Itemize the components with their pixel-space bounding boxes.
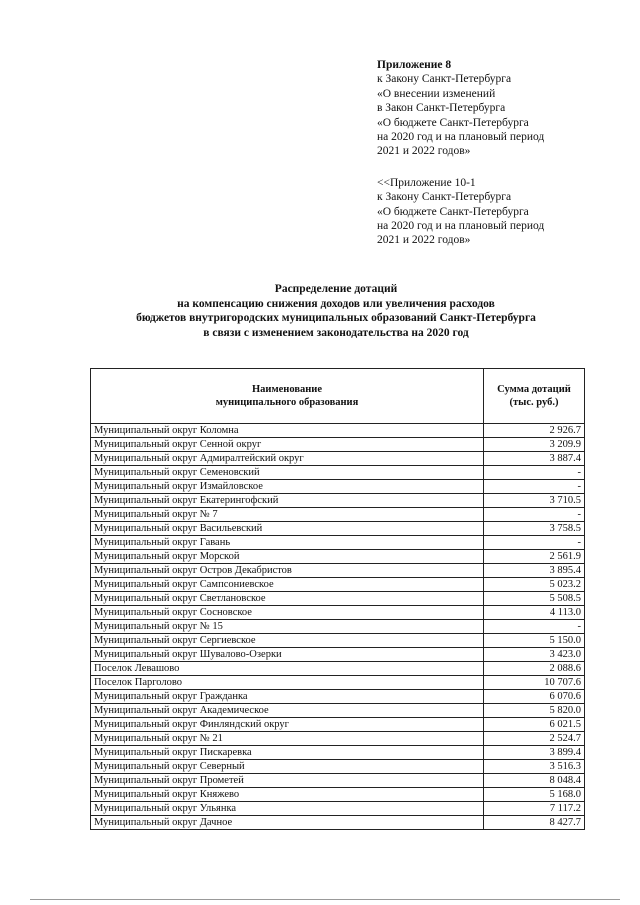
amount-cell: - bbox=[484, 536, 585, 550]
amount-cell: 2 088.6 bbox=[484, 662, 585, 676]
municipality-name-cell: Муниципальный округ Морской bbox=[91, 550, 484, 564]
heading-line: Распределение дотаций bbox=[274, 283, 398, 295]
amount-cell: 8 048.4 bbox=[484, 774, 585, 788]
municipality-name-cell: Муниципальный округ Ульянка bbox=[91, 802, 484, 816]
municipality-name-cell: Муниципальный округ Светлановское bbox=[91, 592, 484, 606]
table-row bbox=[91, 606, 585, 620]
municipality-name-cell: Муниципальный округ Академическое bbox=[91, 704, 484, 718]
table-row bbox=[91, 592, 585, 606]
quoted-appendix-line: 2021 и 2022 годов» bbox=[377, 234, 471, 247]
amount-cell: 3 758.5 bbox=[484, 522, 585, 536]
municipality-name-cell: Муниципальный округ Коломна bbox=[91, 424, 484, 438]
amount-cell: - bbox=[484, 508, 585, 522]
table-row bbox=[91, 816, 585, 830]
appendix-line: к Закону Санкт-Петербурга bbox=[377, 73, 512, 86]
scan-artifact-line bbox=[30, 899, 620, 900]
table-row bbox=[91, 788, 585, 802]
amount-cell: 5 820.0 bbox=[484, 704, 585, 718]
table-row bbox=[91, 620, 585, 634]
table-row bbox=[91, 480, 585, 494]
amount-cell: - bbox=[484, 466, 585, 480]
municipality-name-cell: Муниципальный округ Прометей bbox=[91, 774, 484, 788]
municipality-name-cell: Муниципальный округ Княжево bbox=[91, 788, 484, 802]
municipality-name-cell: Муниципальный округ Сергиевское bbox=[91, 634, 484, 648]
appendix-line: 2021 и 2022 годов» bbox=[377, 145, 471, 158]
appendix-line: «О внесении изменений bbox=[377, 87, 496, 100]
municipality-name-cell: Муниципальный округ Гражданка bbox=[91, 690, 484, 704]
amount-cell: 3 516.3 bbox=[484, 760, 585, 774]
municipality-name-cell: Муниципальный округ Измайловское bbox=[91, 480, 484, 494]
table-row bbox=[91, 508, 585, 522]
municipality-name-cell: Муниципальный округ Адмиралтейский округ bbox=[91, 452, 484, 466]
table-row bbox=[91, 704, 585, 718]
table-row bbox=[91, 802, 585, 816]
amount-cell: 8 427.7 bbox=[484, 816, 585, 830]
amount-cell: 4 113.0 bbox=[484, 606, 585, 620]
table-row bbox=[91, 522, 585, 536]
table-row bbox=[91, 732, 585, 746]
amount-cell: - bbox=[484, 620, 585, 634]
table-row bbox=[91, 466, 585, 480]
municipality-name-cell: Муниципальный округ № 15 bbox=[91, 620, 484, 634]
municipality-name-cell: Муниципальный округ Пискаревка bbox=[91, 746, 484, 760]
appendix-line: на 2020 год и на плановый период bbox=[377, 131, 545, 144]
amount-cell: 3 710.5 bbox=[484, 494, 585, 508]
municipality-name-cell: Муниципальный округ Сосновское bbox=[91, 606, 484, 620]
table-row bbox=[91, 746, 585, 760]
heading-line: бюджетов внутригородских муниципальных образований Санкт-Петербурга bbox=[136, 312, 536, 324]
amount-cell: 2 561.9 bbox=[484, 550, 585, 564]
municipality-name-cell: Муниципальный округ Шувалово-Озерки bbox=[91, 648, 484, 662]
appendix-header bbox=[377, 58, 627, 248]
table-row bbox=[91, 634, 585, 648]
table-row bbox=[91, 424, 585, 438]
municipality-name-cell: Муниципальный округ № 7 bbox=[91, 508, 484, 522]
municipality-name-cell: Муниципальный округ Сампсониевское bbox=[91, 578, 484, 592]
amount-cell: - bbox=[484, 480, 585, 494]
table-row bbox=[91, 578, 585, 592]
quoted-appendix-line: <<Приложение 10-1 bbox=[377, 176, 476, 189]
table-row bbox=[91, 438, 585, 452]
quoted-appendix-line: на 2020 год и на плановый период bbox=[377, 220, 545, 233]
municipality-name-cell: Муниципальный округ Остров Декабристов bbox=[91, 564, 484, 578]
municipality-name-cell: Муниципальный округ Семеновский bbox=[91, 466, 484, 480]
municipality-name-cell: Муниципальный округ Сенной округ bbox=[91, 438, 484, 452]
appendix-line: в Закон Санкт-Петербурга bbox=[377, 102, 506, 115]
municipality-name-cell: Муниципальный округ Северный bbox=[91, 760, 484, 774]
amount-cell: 3 423.0 bbox=[484, 648, 585, 662]
municipality-name-cell: Муниципальный округ Дачное bbox=[91, 816, 484, 830]
column-header-amount: Сумма дотаций (тыс. руб.) bbox=[484, 369, 585, 424]
quoted-appendix-line: к Закону Санкт-Петербурга bbox=[377, 191, 512, 204]
amount-cell: 3 209.9 bbox=[484, 438, 585, 452]
amount-cell: 6 021.5 bbox=[484, 718, 585, 732]
document-heading bbox=[90, 282, 582, 340]
amount-cell: 3 887.4 bbox=[484, 452, 585, 466]
table-row bbox=[91, 774, 585, 788]
amount-cell: 10 707.6 bbox=[484, 676, 585, 690]
amount-cell: 5 168.0 bbox=[484, 788, 585, 802]
municipality-name-cell: Поселок Левашово bbox=[91, 662, 484, 676]
appendix-title: Приложение 8 bbox=[377, 59, 452, 71]
amount-cell: 5 150.0 bbox=[484, 634, 585, 648]
table-row bbox=[91, 550, 585, 564]
table-body bbox=[91, 424, 585, 830]
table-row bbox=[91, 760, 585, 774]
table-row bbox=[91, 564, 585, 578]
amount-cell: 3 895.4 bbox=[484, 564, 585, 578]
table-row bbox=[91, 718, 585, 732]
amount-cell: 6 070.6 bbox=[484, 690, 585, 704]
column-header-name: Наименование муниципального образования bbox=[91, 369, 484, 424]
amount-cell: 5 023.2 bbox=[484, 578, 585, 592]
table-row bbox=[91, 690, 585, 704]
municipality-name-cell: Муниципальный округ Екатерингофский bbox=[91, 494, 484, 508]
amount-cell: 2 524.7 bbox=[484, 732, 585, 746]
table-header-row bbox=[91, 369, 585, 424]
table-row bbox=[91, 662, 585, 676]
municipality-name-cell: Поселок Парголово bbox=[91, 676, 484, 690]
amount-cell: 2 926.7 bbox=[484, 424, 585, 438]
amount-cell: 5 508.5 bbox=[484, 592, 585, 606]
municipality-name-cell: Муниципальный округ Васильевский bbox=[91, 522, 484, 536]
subsidy-table bbox=[90, 368, 585, 830]
table-row bbox=[91, 676, 585, 690]
amount-cell: 7 117.2 bbox=[484, 802, 585, 816]
quoted-appendix-line: «О бюджете Санкт-Петербурга bbox=[377, 205, 529, 218]
table-row bbox=[91, 452, 585, 466]
municipality-name-cell: Муниципальный округ Гавань bbox=[91, 536, 484, 550]
municipality-name-cell: Муниципальный округ № 21 bbox=[91, 732, 484, 746]
heading-line: в связи с изменением законодательства на 2020 год bbox=[203, 326, 469, 339]
table-row bbox=[91, 648, 585, 662]
table-row bbox=[91, 536, 585, 550]
heading-line: на компенсацию снижения доходов или увеличения расходов bbox=[177, 297, 495, 310]
amount-cell: 3 899.4 bbox=[484, 746, 585, 760]
table-row bbox=[91, 494, 585, 508]
municipality-name-cell: Муниципальный округ Финляндский округ bbox=[91, 718, 484, 732]
appendix-line: «О бюджете Санкт-Петербурга bbox=[377, 116, 529, 129]
